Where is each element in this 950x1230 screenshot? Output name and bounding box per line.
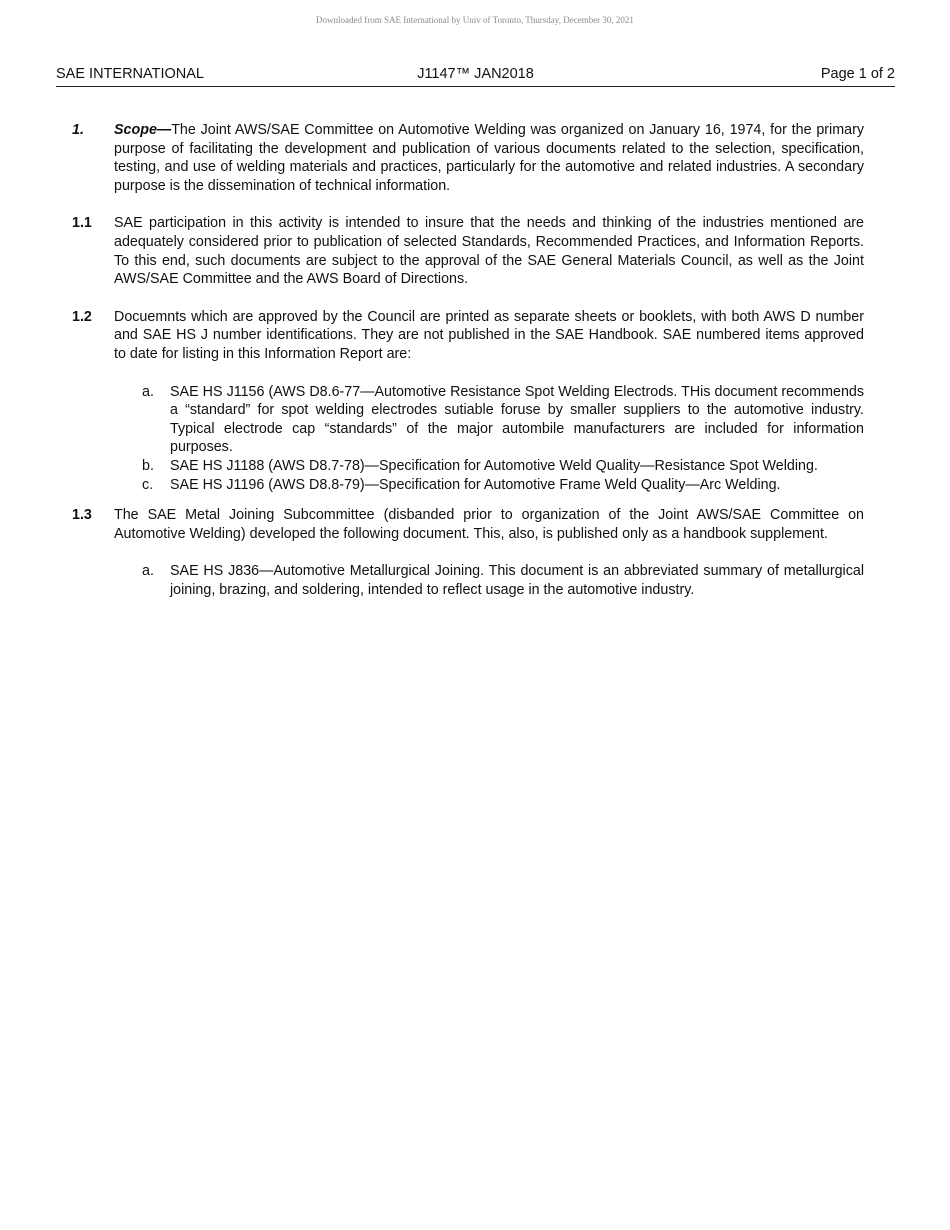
section-number: 1.2 <box>72 308 92 325</box>
list-item <box>114 562 864 599</box>
section-1-3 <box>56 506 864 599</box>
section-text: SAE participation in this activity is intended to insure that the needs and thinking of the industries mentioned are adequately considered prior to publication of selected Standards, Recommended Practices, and Information Reports. To this end, such documents are subject to the approval of the SAE General Materials Council, as well as the Joint AWS/SAE Committee and the AWS Board of Directions. <box>114 215 864 288</box>
section-1-2 <box>56 308 864 494</box>
list-item <box>114 476 864 495</box>
list-marker: b. <box>142 457 154 474</box>
section-title: Scope— <box>114 122 172 138</box>
section-text: The SAE Metal Joining Subcommittee (disbanded prior to organization of the Joint AWS/SAE Committee on Automotive Welding) developed the following document. This, also, is published only as a handbook supplement. <box>114 507 864 542</box>
download-watermark: Downloaded from SAE International by Univ of Toronto, Thursday, December 30, 2021 <box>316 15 634 25</box>
page-header <box>56 66 895 87</box>
section-1-scope <box>56 121 864 195</box>
list-item-text: SAE HS J1188 (AWS D8.7-78)—Specification for Automotive Weld Quality—Resistance Spot Welding. <box>170 457 818 474</box>
approved-items-list <box>114 383 864 495</box>
list-marker: c. <box>142 476 154 493</box>
list-item <box>114 457 864 476</box>
list-marker: a. <box>142 383 154 400</box>
document-number: J1147™ JAN2018 <box>417 66 534 82</box>
publisher-name: SAE INTERNATIONAL <box>56 66 204 82</box>
list-item-text: SAE HS J836—Automotive Metallurgical Joining. This document is an abbreviated summary of metallurgical joining, brazing, and soldering, intended to reflect usage in the automotive industry. <box>170 563 864 598</box>
metal-joining-list <box>114 562 864 599</box>
section-number: 1.1 <box>72 215 92 232</box>
section-text: Docuemnts which are approved by the Council are printed as separate sheets or booklets, with both AWS D number and SAE HS J number identifications. They are not published in the SAE Handbook. SAE numbered items approved to date for listing in this Information Report are: <box>114 308 864 362</box>
list-item <box>114 383 864 457</box>
section-number: 1.3 <box>72 507 92 524</box>
section-number: 1. <box>72 122 84 138</box>
page-number: Page 1 of 2 <box>820 66 895 82</box>
list-item-text: SAE HS J1156 (AWS D8.6-77—Automotive Resistance Spot Welding Electrods. THis document recommends a “standard” for spot welding electrodes sutiable foruse by smaller suppliers to the automotive industry. Typical electrode cap “standards” of the major autombile manufacturers are included for information purposes. <box>170 383 864 456</box>
section-text: The Joint AWS/SAE Committee on Automotive Welding was organized on January 16, 1974, for the primary purpose of facilitating the development and publication of various documents related to the selection, specification, testing, and use of welding materials and practices, particularly for the automotive and related industries. A secondary purpose is the dissemination of technical information. <box>114 122 864 194</box>
document-body <box>56 121 864 618</box>
list-marker: a. <box>142 563 154 580</box>
section-1-1 <box>56 214 864 288</box>
list-item-text: SAE HS J1196 (AWS D8.8-79)—Specification for Automotive Frame Weld Quality—Arc Welding. <box>170 476 781 493</box>
